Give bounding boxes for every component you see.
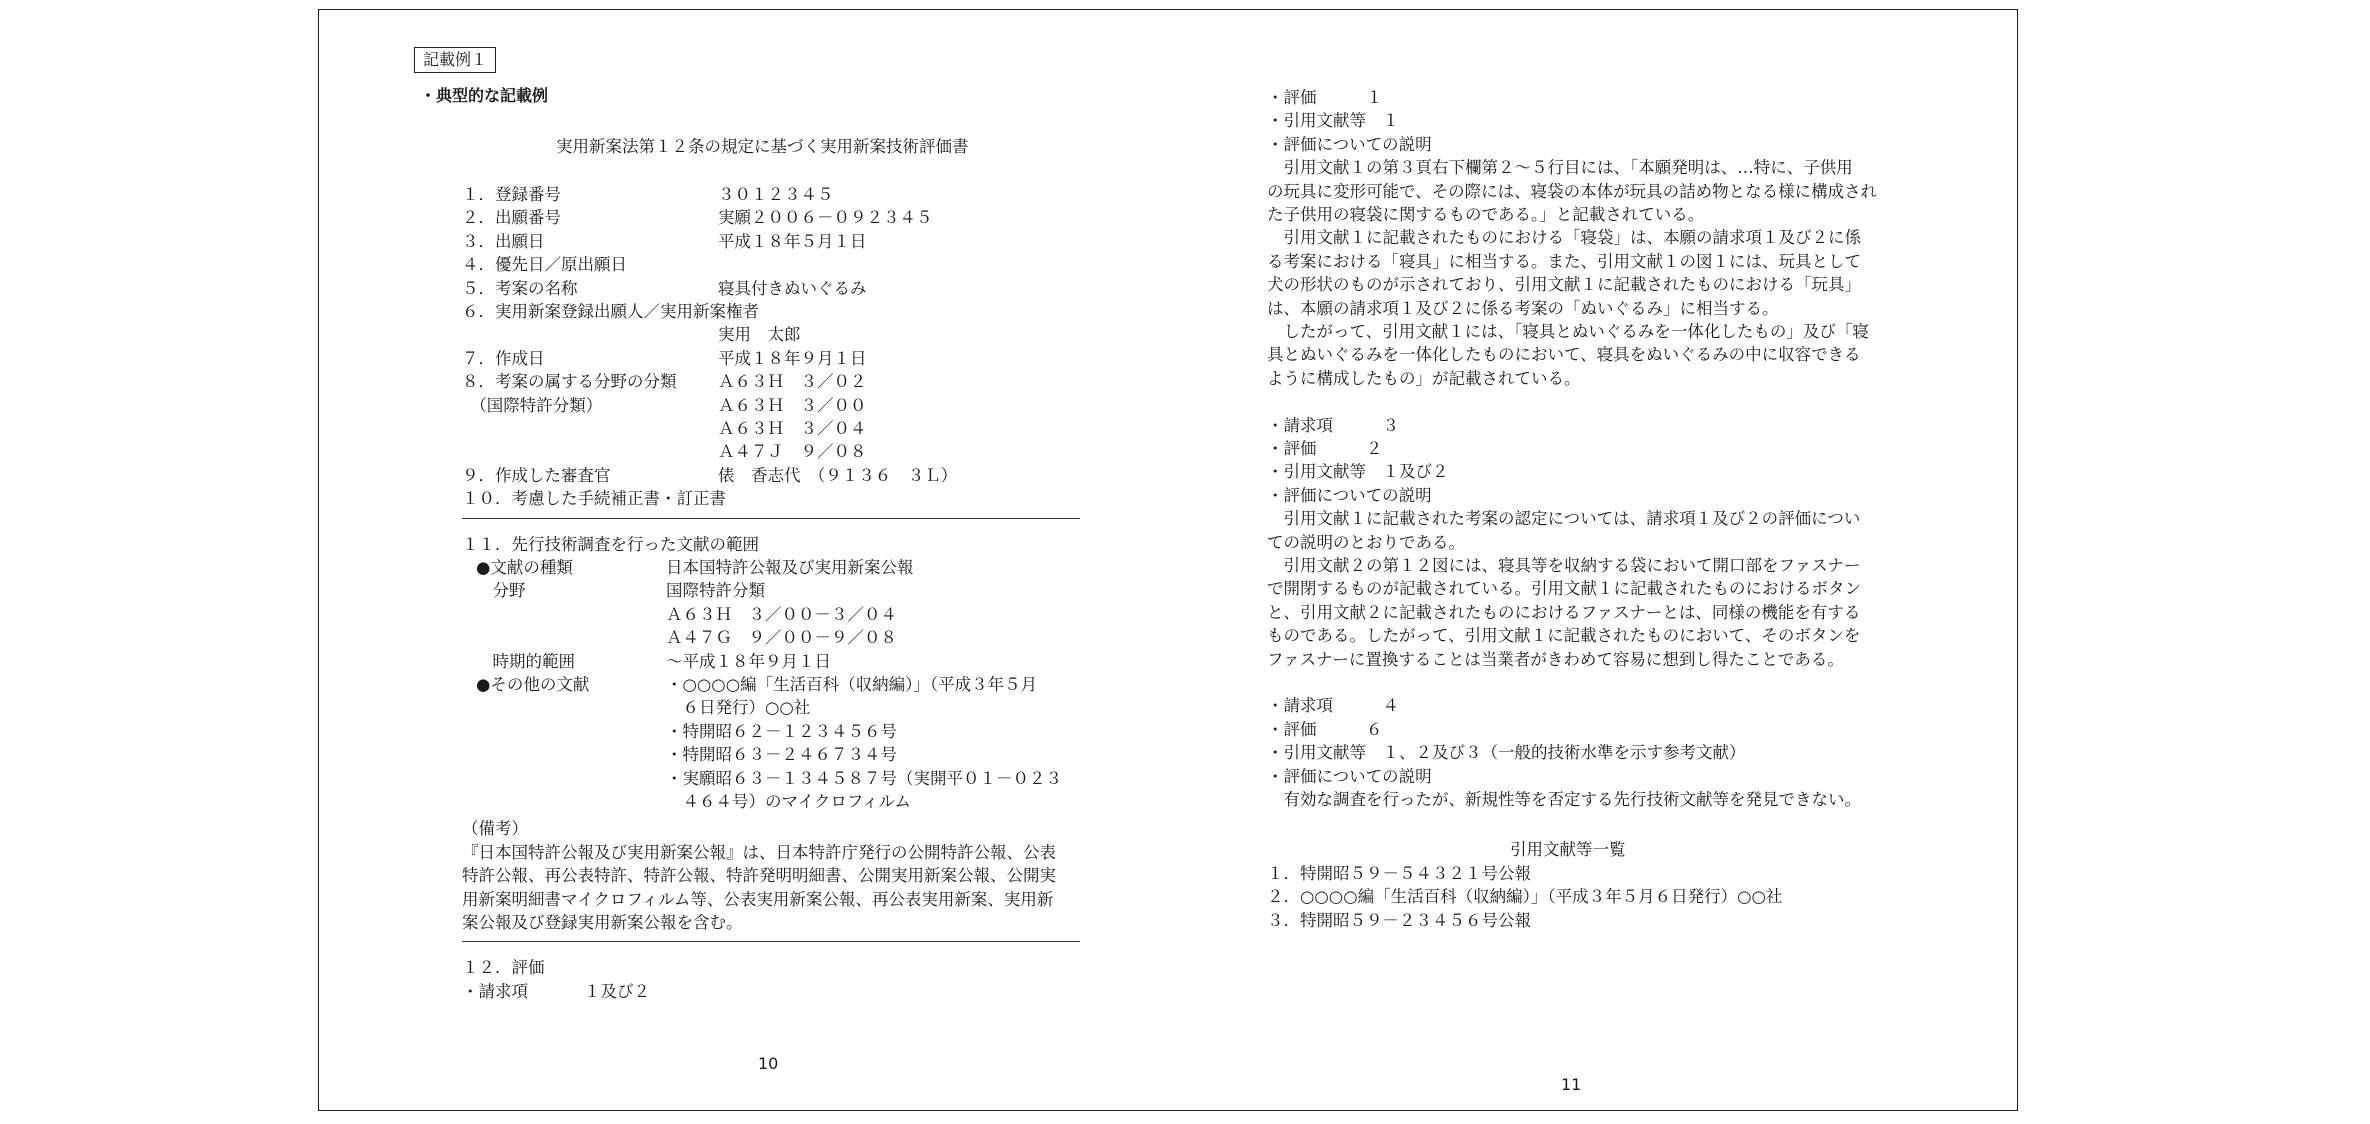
item-value: 平成１８年５月１日	[718, 231, 867, 251]
evaluation-line: ・評価についての説明	[1267, 134, 1432, 154]
item-value: Ａ６３Ｈ ３／０４	[718, 419, 867, 438]
item-value: 実用 太郎	[718, 325, 801, 345]
scope-value: 日本国特許公報及び実用新案公報	[666, 558, 914, 577]
evaluation-line: ・請求項 ４	[1267, 696, 1399, 716]
evaluation-line: ・評価についての説明	[1267, 485, 1432, 505]
scope-value: ４６４号）のマイクロフィルム	[666, 792, 911, 811]
evaluation-line: ように構成したもの」が記載されている。	[1267, 368, 1581, 388]
note-heading: （備考）	[462, 819, 528, 838]
scope-value: ・特開昭６３－２４６７３４号	[666, 745, 897, 765]
divider	[462, 518, 1080, 519]
evaluation-line: 犬の形状のものが示されており、引用文献１に記載されたものにおける「玩具」	[1267, 275, 1861, 295]
evaluation-line: ものである。したがって、引用文献１に記載されたものにおいて、そのボタンを	[1267, 626, 1861, 646]
item-label: １．登録番号	[462, 185, 561, 204]
item-label: ９．作成した審査官	[462, 465, 611, 485]
evaluation-line: の玩具に変形可能で、その際には、寝袋の本体が玩具の詰め物となる様に構成され	[1267, 181, 1878, 201]
note-line: 『日本国特許公報及び実用新案公報』は、日本特許庁発行の公開特許公報、公表	[462, 843, 1056, 862]
item-label: （国際特許分類）	[462, 395, 603, 415]
evaluation-line: ・引用文献等 １、２及び３（一般的技術水準を示す参考文献）	[1267, 743, 1746, 763]
evaluation-line: ・請求項 ３	[1267, 415, 1399, 435]
evaluation-line: ・評価 ２	[1267, 439, 1383, 458]
evaluation-line: ・引用文献等 １	[1267, 111, 1399, 131]
scope-value: ・実願昭６３－１３４５８７号（実開平０１－０２３	[666, 768, 1062, 788]
item-label: ３．出願日	[462, 231, 545, 251]
evaluation-line: 引用文献１に記載されたものにおける「寝袋」は、本願の請求項１及び２に係	[1267, 228, 1861, 248]
note-line: 案公報及び登録実用新案公報を含む。	[462, 913, 743, 933]
page-number-left: 10	[758, 1054, 779, 1073]
evaluation-line: 引用文献２の第１２図には、寝具等を収納する袋において開口部をファスナー	[1267, 556, 1861, 575]
citations-heading: 引用文献等一覧	[1510, 840, 1626, 859]
evaluation-line: で開閉するものが記載されている。引用文献１に記載されたものにおけるボタン	[1267, 579, 1861, 599]
evaluation-line: 有効な調査を行ったが、新規性等を否定する先行技術文献等を発見できない。	[1267, 790, 1861, 809]
item-label: ５．考案の名称	[462, 278, 578, 298]
section-heading: １２．評価	[462, 958, 545, 977]
scope-value: ６日発行）○○社	[666, 698, 811, 718]
evaluation-line: ・評価についての説明	[1267, 766, 1432, 786]
evaluation-line: ・引用文献等 １及び２	[1267, 462, 1449, 482]
evaluation-line: 具とぬいぐるみを一体化したものにおいて、寝具をぬいぐるみの中に収容できる	[1267, 345, 1861, 365]
item-label: ７．作成日	[462, 348, 545, 368]
scope-value: ～平成１８年９月１日	[666, 651, 831, 671]
scope-value: ・特開昭６２－１２３４５６号	[666, 721, 897, 741]
scope-label: 分野	[476, 581, 526, 601]
evaluation-line: ての説明のとおりである。	[1267, 532, 1465, 552]
scope-label: ●その他の文献	[476, 675, 590, 694]
evaluation-line: た子供用の寝袋に関するものである。」と記載されている。	[1267, 205, 1705, 224]
scope-value: Ａ４７Ｇ ９／００－９／０８	[666, 628, 897, 648]
evaluation-line: 引用文献１の第３頁右下欄第２～５行目には、「本願発明は、…特に、子供用	[1267, 158, 1853, 178]
item-value: 俵 香志代 （９１３６ ３Ｌ）	[718, 465, 958, 485]
item-value: 平成１８年９月１日	[718, 348, 867, 368]
citation-item: ３．特開昭５９－２３４５６号公報	[1267, 910, 1531, 930]
item-value: Ａ６３Ｈ ３／０２	[718, 372, 867, 392]
citation-item: １．特開昭５９－５４３２１号公報	[1267, 864, 1531, 883]
claim-value: １及び２	[584, 982, 650, 1001]
claim-label: ・請求項	[462, 982, 528, 1001]
item-value: 実願２００６－０９２３４５	[718, 208, 933, 228]
evaluation-line: は、本願の請求項１及び２に係る考案の「ぬいぐるみ」に相当する。	[1267, 298, 1779, 318]
subheading: ・典型的な記載例	[420, 86, 549, 105]
evaluation-line: ・評価 ６	[1267, 719, 1383, 739]
page-number-right: 11	[1561, 1075, 1582, 1094]
evaluation-line: る考案における「寝具」に相当する。また、引用文献１の図１には、玩具として	[1267, 251, 1861, 271]
evaluation-line: 引用文献１に記載された考案の認定については、請求項１及び２の評価につい	[1267, 509, 1861, 529]
example-tag: 記載例１	[414, 47, 496, 73]
note-line: 特許公報、再公表特許、特許公報、特許発明明細書、公開実用新案公報、公開実	[462, 866, 1056, 886]
scope-label: ●文献の種類	[476, 558, 573, 577]
evaluation-line: ・評価 １	[1267, 88, 1383, 107]
item-value: Ａ６３Ｈ ３／００	[718, 395, 867, 415]
item-label: １０．考慮した手続補正書・訂正書	[462, 489, 726, 509]
item-value: Ａ４７Ｊ ９／０８	[718, 442, 867, 462]
evaluation-line: と、引用文献２に記載されたものにおけるファスナーとは、同様の機能を有する	[1267, 602, 1861, 622]
scope-label: 時期的範囲	[476, 651, 575, 671]
section-heading: １１．先行技術調査を行った文献の範囲	[462, 535, 759, 554]
note-line: 用新案明細書マイクロフィルム等、公表実用新案公報、再公表実用新案、実用新	[462, 889, 1054, 909]
document-title: 実用新案法第１２条の規定に基づく実用新案技術評価書	[556, 137, 969, 156]
item-label: ２．出願番号	[462, 208, 561, 228]
item-label: ４．優先日／原出願日	[462, 255, 627, 275]
scope-value: ・○○○○編「生活百科（収納編）」（平成３年５月	[666, 675, 1038, 694]
item-value: 寝具付きぬいぐるみ	[718, 278, 867, 298]
evaluation-line: したがって、引用文献１には、「寝具とぬいぐるみを一体化したもの」及び「寝	[1267, 322, 1869, 341]
citation-item: ２．○○○○編「生活百科（収納編）」（平成３年５月６日発行）○○社	[1267, 887, 1783, 907]
item-label: ８．考案の属する分野の分類	[462, 372, 677, 392]
item-label: ６．実用新案登録出願人／実用新案権者	[462, 302, 759, 321]
scope-value: Ａ６３Ｈ ３／００－３／０４	[666, 604, 897, 624]
divider	[462, 941, 1080, 942]
evaluation-line: ファスナーに置換することは当業者がきわめて容易に想到し得たことである。	[1267, 649, 1844, 669]
item-value: ３０１２３４５	[718, 185, 834, 204]
scope-value: 国際特許分類	[666, 581, 765, 601]
